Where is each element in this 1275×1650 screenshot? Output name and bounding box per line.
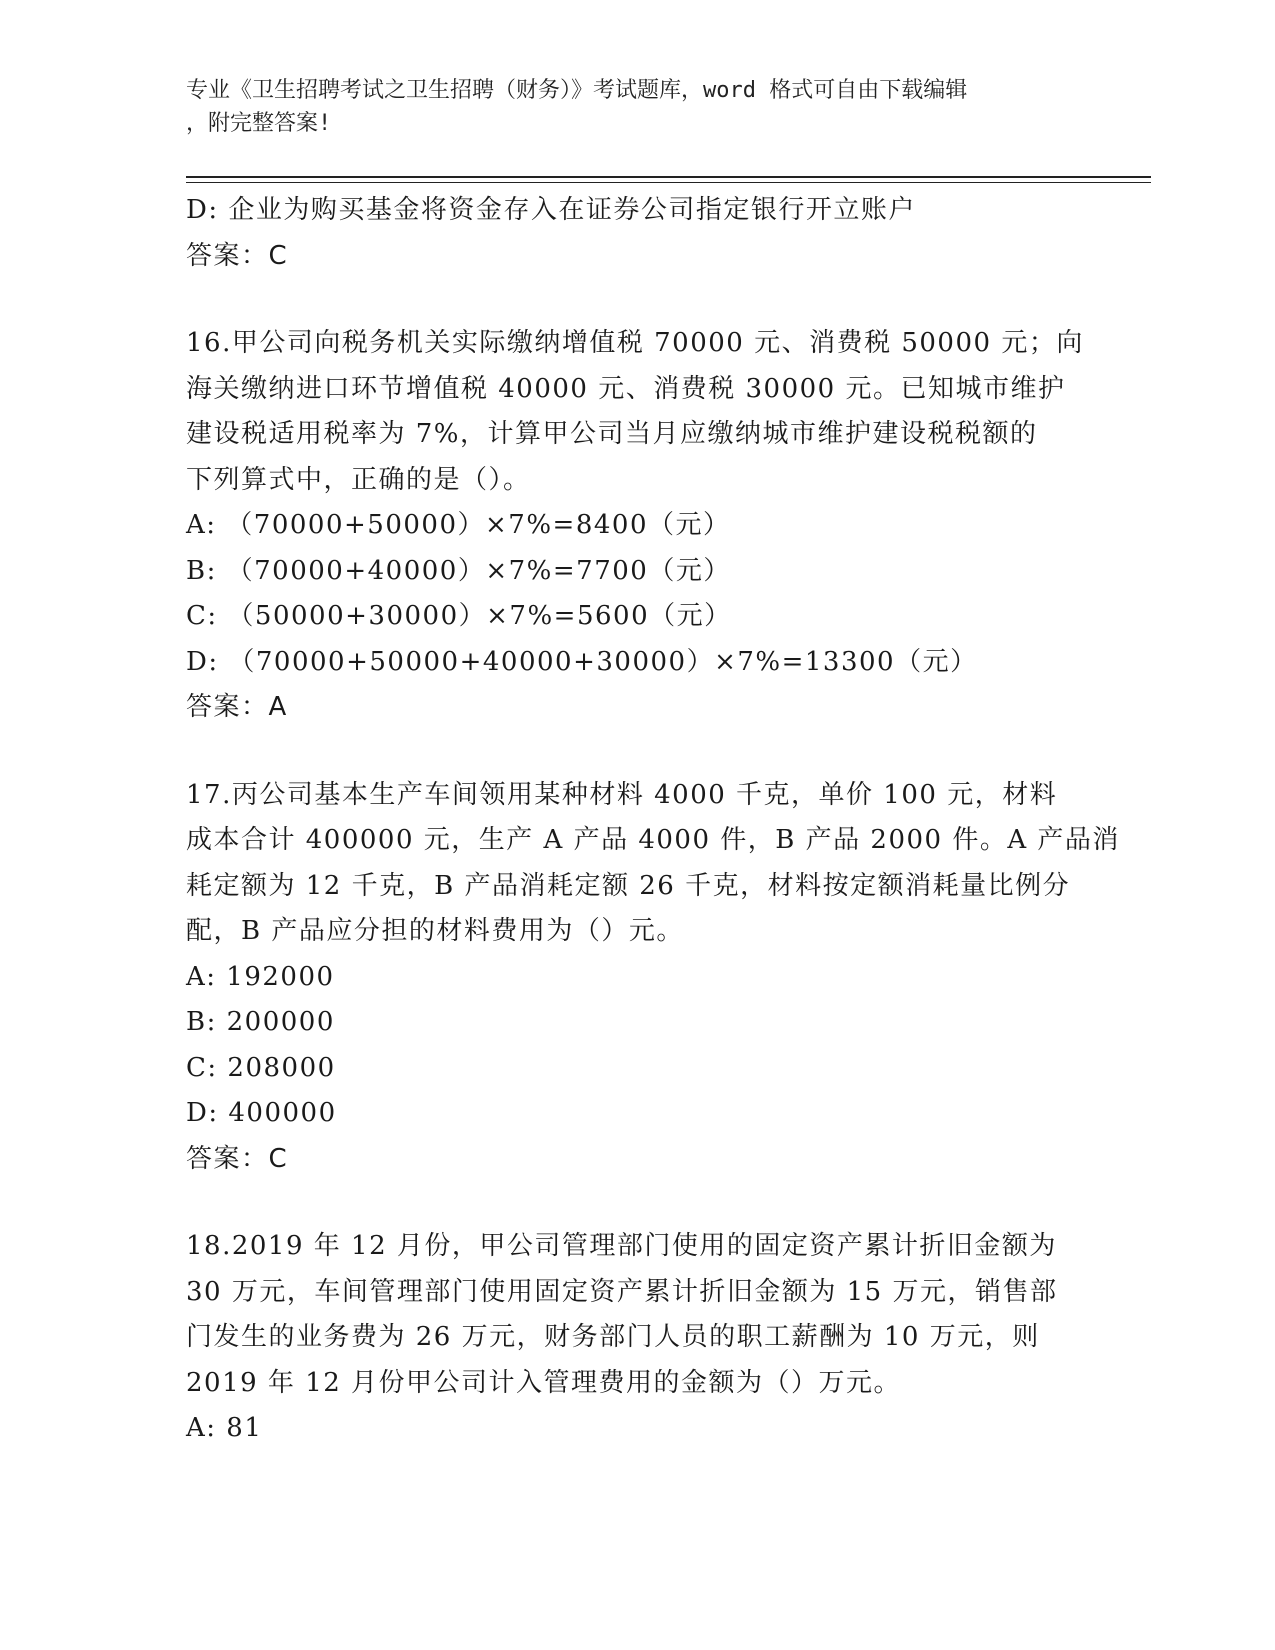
header-line-1: 专业《卫生招聘考试之卫生招聘（财务）》考试题库，word 格式可自由下载编辑 xyxy=(186,78,968,103)
question-line: 耗定额为 12 千克，B 产品消耗定额 26 千克，材料按定额消耗量比例分 xyxy=(186,870,1071,901)
spacer xyxy=(186,279,1086,321)
spacer xyxy=(186,731,1086,773)
question-line: 海关缴纳进口环节增值税 40000 元、消费税 30000 元。已知城市维护 xyxy=(186,373,1066,404)
document-header xyxy=(186,74,1086,140)
question-line: 16.甲公司向税务机关实际缴纳增值税 70000 元、消费税 50000 元；向 xyxy=(186,328,1084,358)
spacer xyxy=(186,1182,1086,1224)
question-line: 30 万元，车间管理部门使用固定资产累计折旧金额为 15 万元，销售部 xyxy=(186,1276,1058,1307)
option-b: B: 200000 xyxy=(186,1007,335,1037)
question-line: 17.丙公司基本生产车间领用某种材料 4000 千克，单价 100 元，材料 xyxy=(186,779,1058,810)
header-line-2: ，附完整答案! xyxy=(186,111,332,136)
option-c: C: （50000+30000）×7%=5600（元） xyxy=(186,601,732,631)
option-d: D: 400000 xyxy=(186,1098,337,1128)
question-line: 2019 年 12 月份甲公司计入管理费用的金额为（）万元。 xyxy=(186,1367,902,1398)
prev-answer: 答案：C xyxy=(186,240,289,271)
question-line: 门发生的业务费为 26 万元，财务部门人员的职工薪酬为 10 万元，则 xyxy=(186,1322,1040,1352)
question-line: 建设税适用税率为 7%，计算甲公司当月应缴纳城市维护建设税税额的 xyxy=(186,419,1038,449)
header-rule-thick xyxy=(186,176,1151,178)
question-line: 成本合计 400000 元，生产 A 产品 4000 件，B 产品 2000 件。A 产品消 xyxy=(186,825,1120,855)
option-b: B: （70000+40000）×7%=7700（元） xyxy=(186,555,731,586)
option-a: A: （70000+50000）×7%=8400（元） xyxy=(186,510,731,540)
question-17 xyxy=(186,773,1120,1183)
option-a: A: 81 xyxy=(186,1413,263,1443)
question-18 xyxy=(186,1224,1086,1452)
header-rule-thin xyxy=(186,182,1151,183)
question-16 xyxy=(186,321,1086,731)
answer: 答案：C xyxy=(186,1143,289,1174)
question-line: 下列算式中，正确的是（）。 xyxy=(186,464,531,495)
option-d: D: （70000+50000+40000+30000）×7%=13300（元） xyxy=(186,646,978,677)
prev-option-d: D: 企业为购买基金将资金存入在证券公司指定银行开立账户 xyxy=(186,195,916,225)
answer: 答案：A xyxy=(186,692,288,722)
question-line: 18.2019 年 12 月份，甲公司管理部门使用的固定资产累计折旧金额为 xyxy=(186,1231,1057,1261)
question-line: 配，B 产品应分担的材料费用为（）元。 xyxy=(186,916,684,946)
document-body xyxy=(186,188,1120,1452)
option-c: C: 208000 xyxy=(186,1052,336,1083)
option-a: A: 192000 xyxy=(186,961,335,992)
